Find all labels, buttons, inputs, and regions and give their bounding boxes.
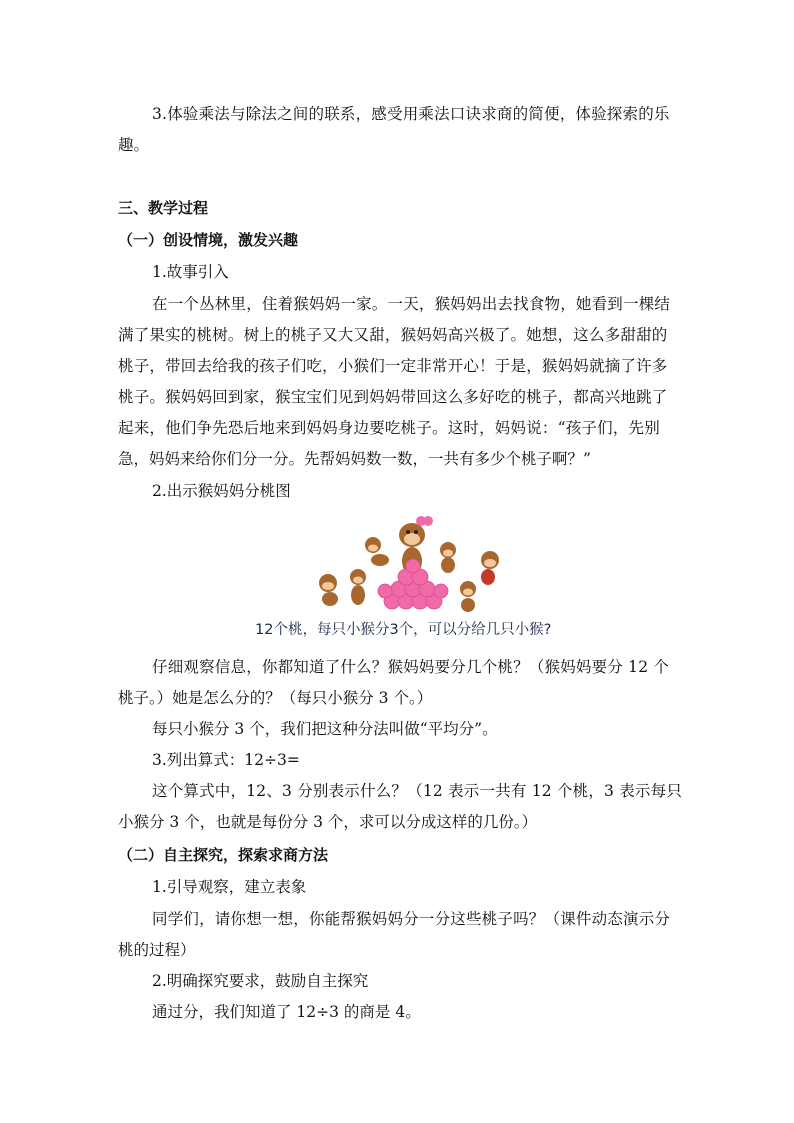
monkeys-peaches-illustration <box>300 505 520 615</box>
story-line: 在一个丛林里，住着猴妈妈一家。一天，猴妈妈出去找食物，她看到一棵结 <box>152 295 671 313</box>
monkey-icon <box>319 574 338 606</box>
explanation-line: 小猴分 3 个，也就是每份分 3 个，求可以分成这样的几份。） <box>118 813 538 831</box>
section-heading: 三、教学过程 <box>118 199 209 217</box>
step-heading: 1.引导观察，建立表象 <box>152 878 307 896</box>
para-goal-3-cont: 趣。 <box>118 136 150 154</box>
observation-line: 仔细观察信息，你都知道了什么？猴妈妈要分几个桃？（猴妈妈要分 12 个 <box>152 658 670 676</box>
monkey-icon <box>365 537 389 566</box>
subsection-heading-2: （二）自主探究，探索求商方法 <box>118 846 329 864</box>
step-heading: 1.故事引入 <box>152 263 229 281</box>
step-heading: 3.列出算式：12÷3= <box>152 751 300 769</box>
explanation-line: 这个算式中，12、3 分别表示什么？（12 表示一共有 12 个桃，3 表示每只 <box>152 782 683 800</box>
question-line: 同学们，请你想一想，你能帮猴妈妈分一分这些桃子吗？（课件动态演示分 <box>152 910 671 928</box>
result-line: 通过分，我们知道了 12÷3 的商是 4。 <box>152 1003 421 1021</box>
story-line: 起来，他们争先恐后地来到妈妈身边要吃桃子。这时，妈妈说：“孩子们，先别 <box>118 419 660 437</box>
figure-caption: 12个桃，每只小猴分3个，可以分给几只小猴? <box>255 622 552 638</box>
peach-pile-icon <box>378 559 448 609</box>
step-heading: 2.出示猴妈妈分桃图 <box>152 482 291 500</box>
subsection-heading-1: （一）创设情境，激发兴趣 <box>118 231 299 249</box>
average-division-line: 每只小猴分 3 个，我们把这种分法叫做“平均分”。 <box>152 720 498 738</box>
monkey-icon <box>440 542 456 573</box>
story-line: 满了果实的桃树。树上的桃子又大又甜，猴妈妈高兴极了。她想，这么多甜甜的 <box>118 326 668 344</box>
step-heading: 2.明确探究要求，鼓励自主探究 <box>152 972 369 990</box>
monkey-icon <box>460 581 476 612</box>
monkey-icon <box>350 569 366 605</box>
story-line: 桃子，带回去给我的孩子们吃，小猴们一定非常开心！于是，猴妈妈就摘了许多 <box>118 357 668 375</box>
story-line: 急，妈妈来给你们分一分。先帮妈妈数一数，一共有多少个桃子啊？” <box>118 450 591 468</box>
para-goal-3: 3.体验乘法与除法之间的联系，感受用乘法口诀求商的简便，体验探索的乐 <box>152 105 670 123</box>
question-line: 桃的过程） <box>118 941 196 959</box>
story-line: 桃子。猴妈妈回到家，猴宝宝们见到妈妈带回这么多好吃的桃子，都高兴地跳了 <box>118 388 668 406</box>
monkey-icon <box>481 551 499 585</box>
observation-line: 桃子。）她是怎么分的？（每只小猴分 3 个。） <box>118 689 433 707</box>
